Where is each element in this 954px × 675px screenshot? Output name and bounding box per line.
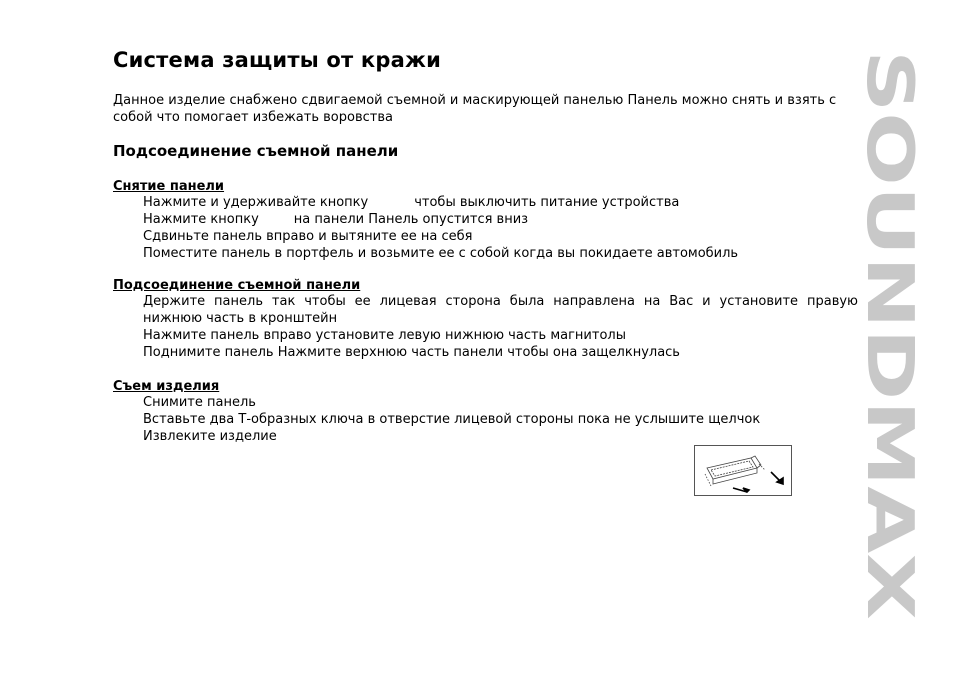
soundmax-logo [852,50,926,620]
unit-removal-title: Съем изделия [113,379,220,394]
list-item: Снимите панель [143,395,256,410]
page-title: Система защиты от кражи [113,48,441,72]
list-item [143,211,858,228]
list-item-text: чтобы выключить питание устройства [414,195,680,210]
brand-logo [852,50,926,620]
list-item: Поместите панель в портфель и возьмите ее с собой когда вы покидаете автомобиль [143,246,739,261]
list-item: Вставьте два Т-образных ключа в отверстие лицевой стороны пока не услышите щелчок [143,412,761,427]
list-item: Сдвиньте панель вправо и вытяните ее на себя [143,229,473,244]
list-item-text: на панели Панель опустится вниз [293,212,529,227]
car-radio-removal-diagram [695,446,791,495]
list-item: Поднимите панель Нажмите верхнюю часть панели чтобы она защелкнулась [143,345,680,360]
removal-key-illustration [694,445,792,496]
brand-text: SOUNDMAX [852,50,926,472]
attach-list [143,293,858,361]
list-item: Держите панель так чтобы ее лицевая сторона была направлена на Вас и установите правую нижнюю часть в кронштейн [143,294,858,326]
list-item-text: Нажмите кнопку [143,212,259,227]
section-heading: Подсоединение съемной панели [113,142,399,160]
list-item: Извлеките изделие [143,429,277,444]
list-item: Нажмите панель вправо установите левую нижнюю часть магнитолы [143,328,626,343]
attach-title: Подсоединение съемной панели [113,278,361,293]
removal-list [143,194,858,262]
unit-removal-list [143,394,858,445]
intro-paragraph: Данное изделие снабжено сдвигаемой съемной и маскирующей панелью Панель можно снять и взять с собой что помогает избежать воровства [113,93,837,125]
removal-title: Снятие панели [113,179,225,194]
list-item [143,194,858,211]
list-item-text: Нажмите и удерживайте кнопку [143,195,369,210]
